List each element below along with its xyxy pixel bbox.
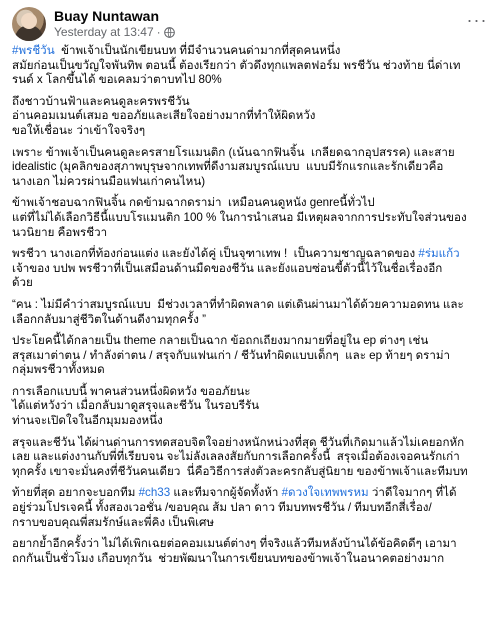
paragraph-text: “คน : ไม่มีคำว่าสมบูรณ์แบบ มีช่วงเวลาที่ทำผิดพลาด แต่เดินผ่านมาได้ด้วยความอดทน และ เลือกกลับมาสู่ชีวิตในด้านดีงามทุกครั้ง ” xyxy=(12,297,464,326)
post-meta xyxy=(54,25,175,40)
hashtag-link[interactable]: #ร่มแก้ว xyxy=(418,247,460,261)
paragraph-text: สรุจและชีวัน ได้ผ่านด่านการทดสอบจิตใจอย่างหนักหน่วงที่สุด ชีวันที่เกิดมาแล้วไม่เคยอกหัก เลย และแต่งงานกับพี่ที่เรียบจน จะไม่ลังเลลงสัยกับการเลือกครั้งนี้ สรุจเมื่อต้องเจอคนรักเก่า ทุกครั้ง เขาจะมั่นคงที่ชีวันคนเดียว นี่คือวิธีการส่งตัวละครกลับสู่นิยาย ของข้าพเจ้าและทีมบท xyxy=(12,435,468,478)
paragraph-text: และทีมจากผู้จัดทั้งห้า xyxy=(170,486,282,500)
more-options-icon[interactable]: ··· xyxy=(466,9,488,30)
post-paragraph xyxy=(12,146,491,190)
post-paragraph xyxy=(12,247,491,291)
paragraph-text: ข้าพเจ้าชอบฉากฟินจิ้น กดข้ามฉากดราม่า เหมือนคนดูหนัง genreนี้ทั่วไป แต่ที่ไม่ได้เลือกวิธีนี้แบบโรแมนติก 100 % ในการนำเสนอ มีเหตุผลจากการประทับใจส่วนของ นวนิยาย คือพรชีวา xyxy=(12,196,467,239)
post-paragraph xyxy=(12,44,491,88)
hashtag-link[interactable]: #พรชีวัน xyxy=(12,44,55,57)
globe-icon[interactable] xyxy=(164,27,175,38)
paragraph-text: ประโยคนี้ได้กลายเป็น theme กลายเป็นฉาก ข้อถกเถียงมากมายที่อยู่ใน ep ต่างๆ เช่น สรุสเมาต่าตน / ทำลังต่าตน / สรุจกับแฟนเก่า / ชีวันทำผิดแบบเด็กๆ และ ep ท้ายๆ ดราม่า กลุ่มพรชีวาทั้งหมด xyxy=(12,334,451,377)
post-paragraph xyxy=(12,95,491,139)
post-paragraph xyxy=(12,196,491,240)
post-paragraph xyxy=(12,537,491,566)
paragraph-text: เจ้าของ บปพ พรชีวาที่เป็นเสมือนด้านมืดของชีวัน และยังแอบซ่อนขี้ตัวนี้ไว้ในชื่อเรื่องอีก ด้วย xyxy=(12,261,443,290)
avatar[interactable] xyxy=(12,7,46,41)
paragraph-text: เพราะ ข้าพเจ้าเป็นคนดูละครสายโรแมนติก (เน้นฉากฟินจิ้น เกลียดฉากอุปสรรค) และสาย idealistic (มุคลิกของสุภาพบุรุษจากเทพที่ดีงามสมบูรณ์แบบ แบบมีรักแรกและรักเดียวคือ นางเอก ไม่ควรผ่านมือแฟนเก่าคนไหน) xyxy=(12,145,455,188)
post-paragraph xyxy=(12,486,491,530)
hashtag-link[interactable]: #ch33 xyxy=(138,486,171,500)
post-paragraph xyxy=(12,334,491,378)
paragraph-text: อยากย้ำอีกครั้งว่า ไม่ได้เพิกเฉยต่อคอมเมนต์ต่างๆ ที่จริงแล้วทีมหลังบ้านได้ข้อคิดดีๆ เอามา ถกกันเป็นชั่วโมง เกือบทุกวัน ช่วยพัฒนาในการเขียนบทของข้าพเจ้าในอนาคตอย่างมาก xyxy=(12,537,457,565)
hashtag-link[interactable]: #ดวงใจเทพพรหม xyxy=(281,486,369,500)
paragraph-text: พรชีวา นางเอกที่ท้องก่อนแต่ง และยังได้คู่ เป็นจุฑาเทพ ! เป็นความชาญฉลาดของ xyxy=(12,247,419,261)
author-block xyxy=(54,8,175,40)
post-paragraph xyxy=(12,298,491,327)
post-timestamp[interactable]: Yesterday at 13:47 xyxy=(54,25,154,39)
paragraph-text: ถึงชาวบ้านฟ้าและคนดูละครพรชีวัน อ่านคอมเมนต์เสมอ ขออภัยและเสียใจอย่างมากที่ทำให้ผิดหวัง ขอให้เชื่อนะ ว่าเข้าใจจริงๆ xyxy=(12,94,316,137)
paragraph-text: ท้ายที่สุด อยากจะบอกทีม xyxy=(12,486,139,500)
paragraph-text: ว่าดีใจมากๆ ที่ได้ อยู่ร่วมโปรเจคนี้ ทั้งสองเวอชั่น /ขอบคุณ ส้ม ปลา ดาว ทีมบทพรชีวัน / ทีมบทอีกสี่เรื่อง/ กราบขอบคุณพี่สมรักษ์และพี่คิง เป็นพิเศษ xyxy=(12,486,457,529)
paragraph-text: ข้าพเจ้าเป็นนักเขียนบท ที่มีจำนวนคนด่ามากที่สุดคนหนึ่ง สมัยก่อนเป็นขวัญใจพันทิพ ตอนนี้ ต้องเรียกว่า ตัวดึงทุกแพลตฟอร์ม พรชีวัน ช่วงท้าย นี่ด่าเท รนด์ x โลกขึ้นได้ ขอเคลมว่าตาบทไป 80% xyxy=(12,44,461,87)
meta-separator: · xyxy=(156,25,161,39)
post-paragraph xyxy=(12,436,491,480)
post-header xyxy=(12,0,491,44)
paragraph-text: การเลือกแบบนี้ พาคนส่วนหนึ่งผิดหวัง ขออภัยนะ ได้แต่หวังว่า เมื่อกลับมาดูสรุจและชีวัน ในรอบรีรัน ท่านจะเปิดใจในอีกมุมมองหนึ่ง xyxy=(12,384,260,428)
post-body xyxy=(12,44,491,566)
post-paragraph xyxy=(12,385,491,429)
author-name[interactable]: Buay Nuntawan xyxy=(54,8,160,24)
